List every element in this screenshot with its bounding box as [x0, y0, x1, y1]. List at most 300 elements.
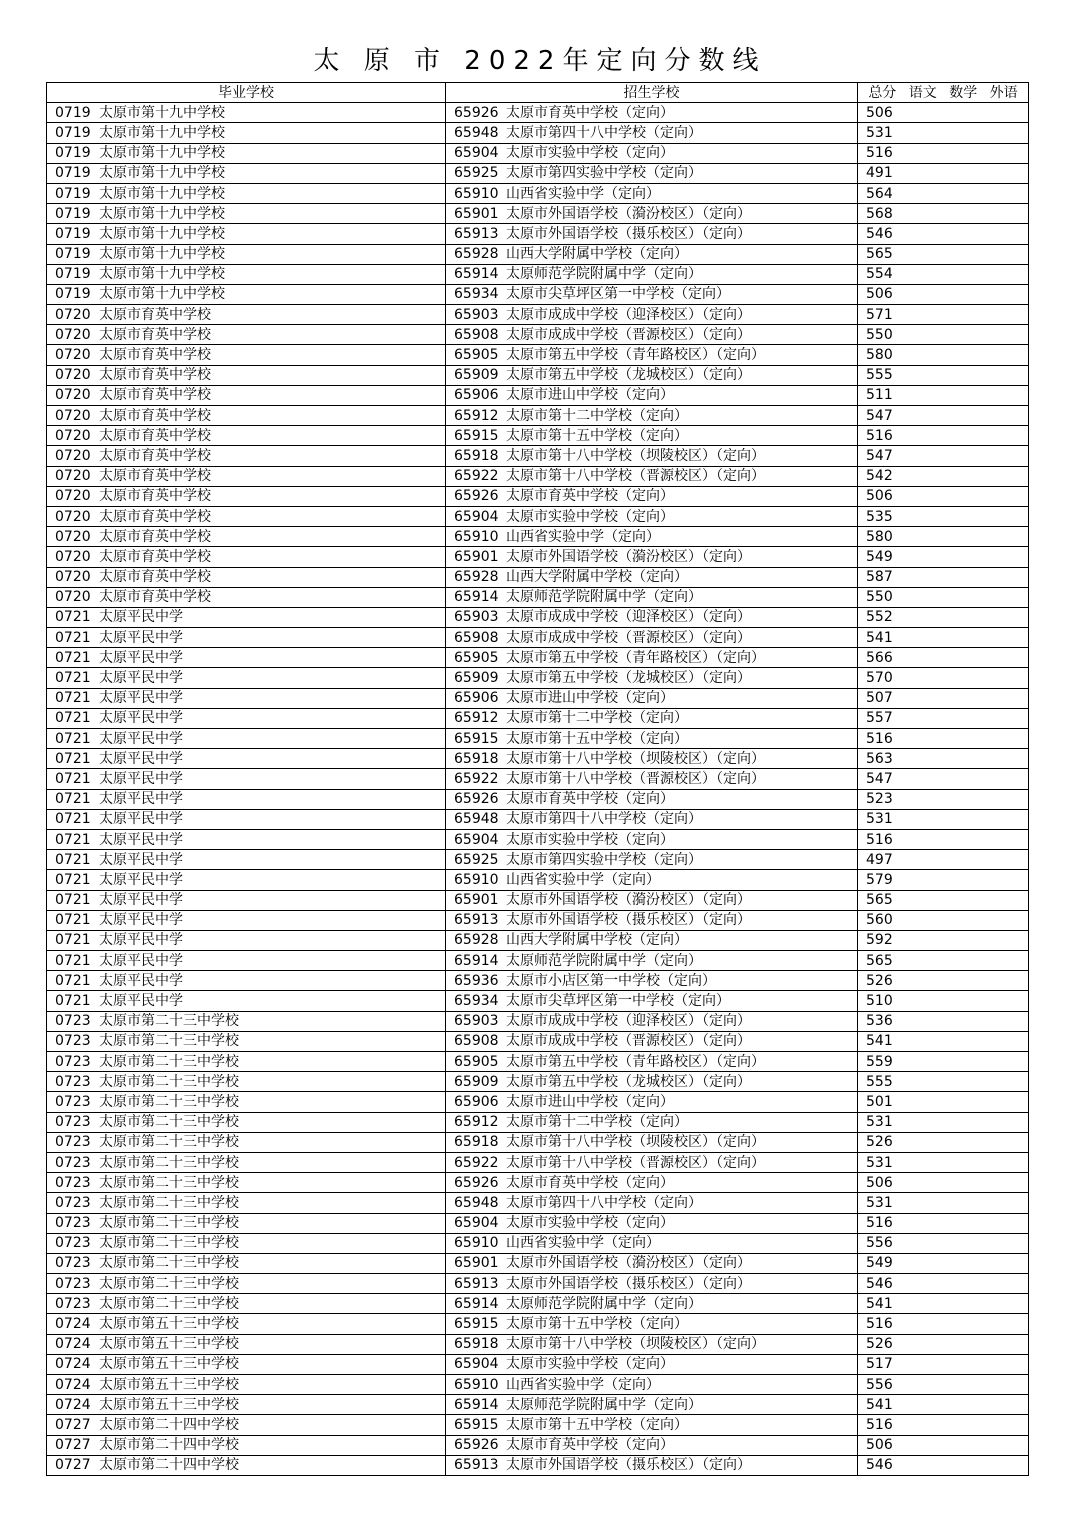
graduation-school-name: 太原平民中学: [99, 831, 183, 848]
graduation-school-cell: [47, 769, 446, 789]
score-table: [46, 82, 1029, 1476]
admission-school-cell: [446, 1314, 858, 1334]
admission-school-code: 65913: [454, 1275, 499, 1292]
table-row: [47, 1415, 1029, 1435]
graduation-school-cell: [47, 345, 446, 365]
graduation-school-code: 0720: [55, 387, 91, 404]
header-scores: [858, 83, 1029, 103]
total-score-cell: 510: [858, 991, 1029, 1011]
table-row: [47, 1314, 1029, 1334]
table-row: [47, 1072, 1029, 1092]
graduation-school-cell: [47, 991, 446, 1011]
admission-school-cell: [446, 1334, 858, 1354]
admission-school-code: 65922: [454, 1154, 499, 1171]
admission-school-code: 65926: [454, 1437, 499, 1454]
admission-school-cell: [446, 850, 858, 870]
graduation-school-cell: [47, 1072, 446, 1092]
header-total: 总分: [868, 84, 897, 101]
table-row: [47, 668, 1029, 688]
graduation-school-code: 0719: [55, 205, 91, 222]
graduation-school-name: 太原市第十九中学校: [99, 124, 225, 141]
graduation-school-code: 0723: [55, 1093, 91, 1110]
graduation-school-code: 0721: [55, 649, 91, 666]
admission-school-cell: [446, 385, 858, 405]
graduation-school-code: 0720: [55, 367, 91, 384]
admission-school-cell: [446, 971, 858, 991]
total-score-cell: 592: [858, 930, 1029, 950]
total-score-cell: 506: [858, 103, 1029, 123]
graduation-school-cell: [47, 385, 446, 405]
admission-school-cell: [446, 1152, 858, 1172]
table-row: [47, 587, 1029, 607]
admission-school-cell: [446, 305, 858, 325]
graduation-school-name: 太原平民中学: [99, 629, 183, 646]
graduation-school-cell: [47, 910, 446, 930]
table-row: [47, 1395, 1029, 1415]
admission-school-cell: [446, 527, 858, 547]
graduation-school-cell: [47, 466, 446, 486]
graduation-school-cell: [47, 607, 446, 627]
table-row: [47, 305, 1029, 325]
total-score-cell: 556: [858, 1233, 1029, 1253]
admission-school-cell: [446, 103, 858, 123]
admission-school-name: 太原师范学院附属中学（定向）: [506, 952, 702, 969]
admission-school-name: 太原市第十八中学校（晋源校区）（定向）: [506, 770, 765, 787]
graduation-school-code: 0721: [55, 892, 91, 909]
admission-school-code: 65936: [454, 972, 499, 989]
total-score-cell: 526: [858, 971, 1029, 991]
admission-school-name: 太原市进山中学校（定向）: [506, 1093, 674, 1110]
table-row: [47, 1173, 1029, 1193]
total-score-cell: 568: [858, 204, 1029, 224]
total-score-cell: 531: [858, 123, 1029, 143]
admission-school-name: 太原市第十二中学校（定向）: [506, 1114, 688, 1131]
admission-school-name: 太原市成成中学校（迎泽校区）（定向）: [506, 1013, 751, 1030]
total-score-cell: 531: [858, 809, 1029, 829]
graduation-school-code: 0719: [55, 225, 91, 242]
graduation-school-cell: [47, 850, 446, 870]
graduation-school-code: 0727: [55, 1457, 91, 1474]
admission-school-code: 65918: [454, 1336, 499, 1353]
graduation-school-name: 太原市第五十三中学校: [99, 1316, 239, 1333]
table-row: [47, 890, 1029, 910]
admission-school-name: 太原市进山中学校（定向）: [506, 690, 674, 707]
graduation-school-name: 太原市第二十三中学校: [99, 1275, 239, 1292]
graduation-school-cell: [47, 426, 446, 446]
admission-school-name: 太原市第十八中学校（晋源校区）（定向）: [506, 468, 765, 485]
table-body: [47, 103, 1029, 1476]
admission-school-code: 65934: [454, 286, 499, 303]
admission-school-cell: [446, 1052, 858, 1072]
admission-school-cell: [446, 143, 858, 163]
admission-school-cell: [446, 910, 858, 930]
admission-school-code: 65908: [454, 326, 499, 343]
graduation-school-name: 太原市育英中学校: [99, 508, 211, 525]
admission-school-code: 65913: [454, 1457, 499, 1474]
header-chinese: 语文: [908, 84, 937, 101]
graduation-school-code: 0720: [55, 447, 91, 464]
admission-school-cell: [446, 628, 858, 648]
total-score-cell: 541: [858, 1395, 1029, 1415]
graduation-school-name: 太原市第五十三中学校: [99, 1336, 239, 1353]
admission-school-name: 太原市成成中学校（晋源校区）（定向）: [506, 1033, 751, 1050]
admission-school-name: 太原市外国语学校（漪汾校区）（定向）: [506, 205, 751, 222]
admission-school-cell: [446, 668, 858, 688]
total-score-cell: 559: [858, 1052, 1029, 1072]
admission-school-code: 65909: [454, 1073, 499, 1090]
total-score-cell: 563: [858, 749, 1029, 769]
admission-school-cell: [446, 1415, 858, 1435]
admission-school-cell: [446, 567, 858, 587]
table-row: [47, 1294, 1029, 1314]
admission-school-name: 太原市育英中学校（定向）: [506, 1437, 674, 1454]
graduation-school-name: 太原市第十九中学校: [99, 205, 225, 222]
graduation-school-code: 0723: [55, 1154, 91, 1171]
admission-school-cell: [446, 1173, 858, 1193]
total-score-cell: 547: [858, 406, 1029, 426]
table-row: [47, 466, 1029, 486]
admission-school-cell: [446, 426, 858, 446]
total-score-cell: 555: [858, 365, 1029, 385]
graduation-school-name: 太原平民中学: [99, 892, 183, 909]
admission-school-code: 65903: [454, 306, 499, 323]
table-row: [47, 648, 1029, 668]
total-score-cell: 549: [858, 1253, 1029, 1273]
total-score-cell: 560: [858, 910, 1029, 930]
graduation-school-cell: [47, 890, 446, 910]
graduation-school-cell: [47, 648, 446, 668]
total-score-cell: 506: [858, 486, 1029, 506]
table-row: [47, 951, 1029, 971]
graduation-school-cell: [47, 688, 446, 708]
admission-school-name: 太原市实验中学校（定向）: [506, 1356, 674, 1373]
graduation-school-code: 0721: [55, 993, 91, 1010]
table-row: [47, 1253, 1029, 1273]
table-row: [47, 910, 1029, 930]
admission-school-name: 山西省实验中学（定向）: [506, 871, 660, 888]
graduation-school-cell: [47, 1274, 446, 1294]
admission-school-name: 太原市外国语学校（漪汾校区）（定向）: [506, 892, 751, 909]
graduation-school-code: 0721: [55, 972, 91, 989]
graduation-school-name: 太原市第十九中学校: [99, 145, 225, 162]
graduation-school-name: 太原平民中学: [99, 811, 183, 828]
admission-school-code: 65928: [454, 932, 499, 949]
admission-school-cell: [446, 1395, 858, 1415]
admission-school-name: 太原市第十五中学校（定向）: [506, 1316, 688, 1333]
admission-school-code: 65914: [454, 589, 499, 606]
table-row: [47, 628, 1029, 648]
table-row: [47, 729, 1029, 749]
admission-school-code: 65901: [454, 1255, 499, 1272]
admission-school-name: 太原市第十八中学校（坝陵校区）（定向）: [506, 1134, 765, 1151]
graduation-school-code: 0723: [55, 1033, 91, 1050]
graduation-school-cell: [47, 1011, 446, 1031]
table-row: [47, 688, 1029, 708]
admission-school-code: 65918: [454, 1134, 499, 1151]
admission-school-code: 65903: [454, 1013, 499, 1030]
admission-school-code: 65948: [454, 811, 499, 828]
admission-school-cell: [446, 547, 858, 567]
graduation-school-cell: [47, 587, 446, 607]
graduation-school-cell: [47, 829, 446, 849]
graduation-school-cell: [47, 1132, 446, 1152]
table-row: [47, 1334, 1029, 1354]
total-score-cell: 531: [858, 1112, 1029, 1132]
admission-school-name: 太原市育英中学校（定向）: [506, 791, 674, 808]
graduation-school-cell: [47, 951, 446, 971]
graduation-school-cell: [47, 1152, 446, 1172]
admission-school-cell: [446, 1294, 858, 1314]
graduation-school-code: 0720: [55, 488, 91, 505]
admission-school-name: 太原市实验中学校（定向）: [506, 1215, 674, 1232]
table-row: [47, 1112, 1029, 1132]
graduation-school-name: 太原平民中学: [99, 912, 183, 929]
admission-school-name: 太原市第十五中学校（定向）: [506, 730, 688, 747]
admission-school-code: 65903: [454, 609, 499, 626]
graduation-school-cell: [47, 749, 446, 769]
total-score-cell: 526: [858, 1132, 1029, 1152]
admission-school-name: 太原市育英中学校（定向）: [506, 488, 674, 505]
total-score-cell: 579: [858, 870, 1029, 890]
table-row: [47, 264, 1029, 284]
admission-school-code: 65918: [454, 447, 499, 464]
admission-school-code: 65906: [454, 690, 499, 707]
admission-school-code: 65908: [454, 629, 499, 646]
graduation-school-name: 太原市育英中学校: [99, 347, 211, 364]
total-score-cell: 497: [858, 850, 1029, 870]
graduation-school-name: 太原市第二十三中学校: [99, 1255, 239, 1272]
admission-school-name: 太原市第四实验中学校（定向）: [506, 165, 702, 182]
graduation-school-cell: [47, 1354, 446, 1374]
table-row: [47, 163, 1029, 183]
table-row: [47, 749, 1029, 769]
admission-school-name: 山西省实验中学（定向）: [506, 1376, 660, 1393]
graduation-school-cell: [47, 971, 446, 991]
header-graduation-school: 毕业学校: [47, 83, 446, 103]
total-score-cell: 523: [858, 789, 1029, 809]
admission-school-name: 太原市实验中学校（定向）: [506, 145, 674, 162]
admission-school-cell: [446, 930, 858, 950]
table-row: [47, 284, 1029, 304]
graduation-school-name: 太原市第二十三中学校: [99, 1053, 239, 1070]
graduation-school-cell: [47, 506, 446, 526]
admission-school-cell: [446, 1274, 858, 1294]
admission-school-code: 65909: [454, 367, 499, 384]
admission-school-cell: [446, 466, 858, 486]
table-row: [47, 1132, 1029, 1152]
total-score-cell: 554: [858, 264, 1029, 284]
admission-school-name: 太原市小店区第一中学校（定向）: [506, 972, 716, 989]
admission-school-code: 65910: [454, 528, 499, 545]
admission-school-cell: [446, 345, 858, 365]
admission-school-cell: [446, 365, 858, 385]
table-row: [47, 486, 1029, 506]
graduation-school-code: 0721: [55, 750, 91, 767]
graduation-school-name: 太原市第二十三中学校: [99, 1033, 239, 1050]
admission-school-code: 65901: [454, 548, 499, 565]
admission-school-code: 65928: [454, 246, 499, 263]
graduation-school-code: 0723: [55, 1053, 91, 1070]
admission-school-code: 65912: [454, 710, 499, 727]
admission-school-cell: [446, 809, 858, 829]
admission-school-cell: [446, 1213, 858, 1233]
table-row: [47, 1011, 1029, 1031]
graduation-school-code: 0719: [55, 104, 91, 121]
admission-school-name: 太原市第四十八中学校（定向）: [506, 811, 702, 828]
admission-school-name: 太原市第五中学校（青年路校区）（定向）: [506, 347, 765, 364]
graduation-school-name: 太原市第二十三中学校: [99, 1215, 239, 1232]
total-score-cell: 535: [858, 506, 1029, 526]
graduation-school-code: 0719: [55, 145, 91, 162]
admission-school-cell: [446, 1011, 858, 1031]
header-admission-school: 招生学校: [446, 83, 858, 103]
admission-school-name: 太原市外国语学校（摄乐校区）（定向）: [506, 1457, 751, 1474]
admission-school-cell: [446, 1112, 858, 1132]
graduation-school-name: 太原市第二十四中学校: [99, 1437, 239, 1454]
total-score-cell: 587: [858, 567, 1029, 587]
admission-school-cell: [446, 1031, 858, 1051]
admission-school-name: 太原市第十五中学校（定向）: [506, 1416, 688, 1433]
graduation-school-cell: [47, 1455, 446, 1475]
admission-school-cell: [446, 224, 858, 244]
table-row: [47, 426, 1029, 446]
table-header-row: [47, 83, 1029, 103]
graduation-school-name: 太原平民中学: [99, 993, 183, 1010]
graduation-school-code: 0723: [55, 1295, 91, 1312]
admission-school-cell: [446, 183, 858, 203]
admission-school-code: 65915: [454, 1416, 499, 1433]
table-row: [47, 204, 1029, 224]
total-score-cell: 566: [858, 648, 1029, 668]
table-row: [47, 224, 1029, 244]
admission-school-code: 65925: [454, 851, 499, 868]
admission-school-code: 65906: [454, 1093, 499, 1110]
table-row: [47, 1092, 1029, 1112]
total-score-cell: 516: [858, 426, 1029, 446]
total-score-cell: 531: [858, 1152, 1029, 1172]
graduation-school-cell: [47, 1052, 446, 1072]
graduation-school-code: 0721: [55, 831, 91, 848]
graduation-school-cell: [47, 1395, 446, 1415]
table-row: [47, 1375, 1029, 1395]
table-row: [47, 244, 1029, 264]
table-row: [47, 446, 1029, 466]
admission-school-cell: [446, 890, 858, 910]
graduation-school-cell: [47, 244, 446, 264]
admission-school-cell: [446, 587, 858, 607]
graduation-school-cell: [47, 668, 446, 688]
graduation-school-code: 0720: [55, 508, 91, 525]
graduation-school-cell: [47, 183, 446, 203]
total-score-cell: 552: [858, 607, 1029, 627]
admission-school-code: 65922: [454, 770, 499, 787]
total-score-cell: 556: [858, 1375, 1029, 1395]
graduation-school-name: 太原市第十九中学校: [99, 185, 225, 202]
graduation-school-name: 太原市第十九中学校: [99, 104, 225, 121]
admission-school-name: 太原市第四实验中学校（定向）: [506, 851, 702, 868]
total-score-cell: 501: [858, 1092, 1029, 1112]
admission-school-name: 太原师范学院附属中学（定向）: [506, 1295, 702, 1312]
graduation-school-name: 太原市第二十三中学校: [99, 1295, 239, 1312]
admission-school-code: 65912: [454, 407, 499, 424]
admission-school-code: 65901: [454, 892, 499, 909]
graduation-school-name: 太原市第五十三中学校: [99, 1356, 239, 1373]
graduation-school-code: 0719: [55, 266, 91, 283]
graduation-school-cell: [47, 870, 446, 890]
admission-school-name: 太原市尖草坪区第一中学校（定向）: [506, 993, 730, 1010]
admission-school-code: 65934: [454, 993, 499, 1010]
graduation-school-code: 0721: [55, 952, 91, 969]
table-row: [47, 1193, 1029, 1213]
total-score-cell: 516: [858, 1415, 1029, 1435]
total-score-cell: 536: [858, 1011, 1029, 1031]
graduation-school-name: 太原市第二十三中学校: [99, 1093, 239, 1110]
table-row: [47, 1152, 1029, 1172]
total-score-cell: 506: [858, 1435, 1029, 1455]
total-score-cell: 546: [858, 1455, 1029, 1475]
admission-school-name: 太原市外国语学校（漪汾校区）（定向）: [506, 548, 751, 565]
graduation-school-name: 太原市育英中学校: [99, 427, 211, 444]
admission-school-name: 太原市成成中学校（晋源校区）（定向）: [506, 326, 751, 343]
graduation-school-name: 太原平民中学: [99, 710, 183, 727]
admission-school-name: 太原市外国语学校（漪汾校区）（定向）: [506, 1255, 751, 1272]
table-row: [47, 850, 1029, 870]
graduation-school-cell: [47, 224, 446, 244]
graduation-school-name: 太原市育英中学校: [99, 387, 211, 404]
graduation-school-name: 太原市第二十三中学校: [99, 1073, 239, 1090]
admission-school-code: 65904: [454, 831, 499, 848]
graduation-school-code: 0720: [55, 326, 91, 343]
admission-school-code: 65915: [454, 1316, 499, 1333]
admission-school-cell: [446, 870, 858, 890]
table-row: [47, 870, 1029, 890]
admission-school-name: 太原市第四十八中学校（定向）: [506, 124, 702, 141]
admission-school-cell: [446, 769, 858, 789]
admission-school-cell: [446, 284, 858, 304]
graduation-school-cell: [47, 305, 446, 325]
total-score-cell: 565: [858, 951, 1029, 971]
admission-school-code: 65926: [454, 104, 499, 121]
graduation-school-cell: [47, 204, 446, 224]
graduation-school-code: 0719: [55, 124, 91, 141]
table-row: [47, 769, 1029, 789]
admission-school-name: 太原市成成中学校（晋源校区）（定向）: [506, 629, 751, 646]
graduation-school-code: 0723: [55, 1194, 91, 1211]
admission-school-code: 65904: [454, 145, 499, 162]
admission-school-cell: [446, 406, 858, 426]
total-score-cell: 580: [858, 527, 1029, 547]
total-score-cell: 565: [858, 890, 1029, 910]
table-row: [47, 385, 1029, 405]
graduation-school-code: 0727: [55, 1437, 91, 1454]
graduation-school-cell: [47, 567, 446, 587]
admission-school-name: 太原市实验中学校（定向）: [506, 508, 674, 525]
admission-school-name: 太原师范学院附属中学（定向）: [506, 589, 702, 606]
graduation-school-cell: [47, 446, 446, 466]
graduation-school-name: 太原平民中学: [99, 972, 183, 989]
total-score-cell: 547: [858, 769, 1029, 789]
graduation-school-name: 太原市第二十四中学校: [99, 1416, 239, 1433]
graduation-school-code: 0719: [55, 165, 91, 182]
table-row: [47, 406, 1029, 426]
graduation-school-cell: [47, 628, 446, 648]
admission-school-cell: [446, 244, 858, 264]
total-score-cell: 541: [858, 1294, 1029, 1314]
admission-school-code: 65928: [454, 569, 499, 586]
admission-school-code: 65910: [454, 185, 499, 202]
graduation-school-cell: [47, 1253, 446, 1273]
graduation-school-code: 0721: [55, 670, 91, 687]
